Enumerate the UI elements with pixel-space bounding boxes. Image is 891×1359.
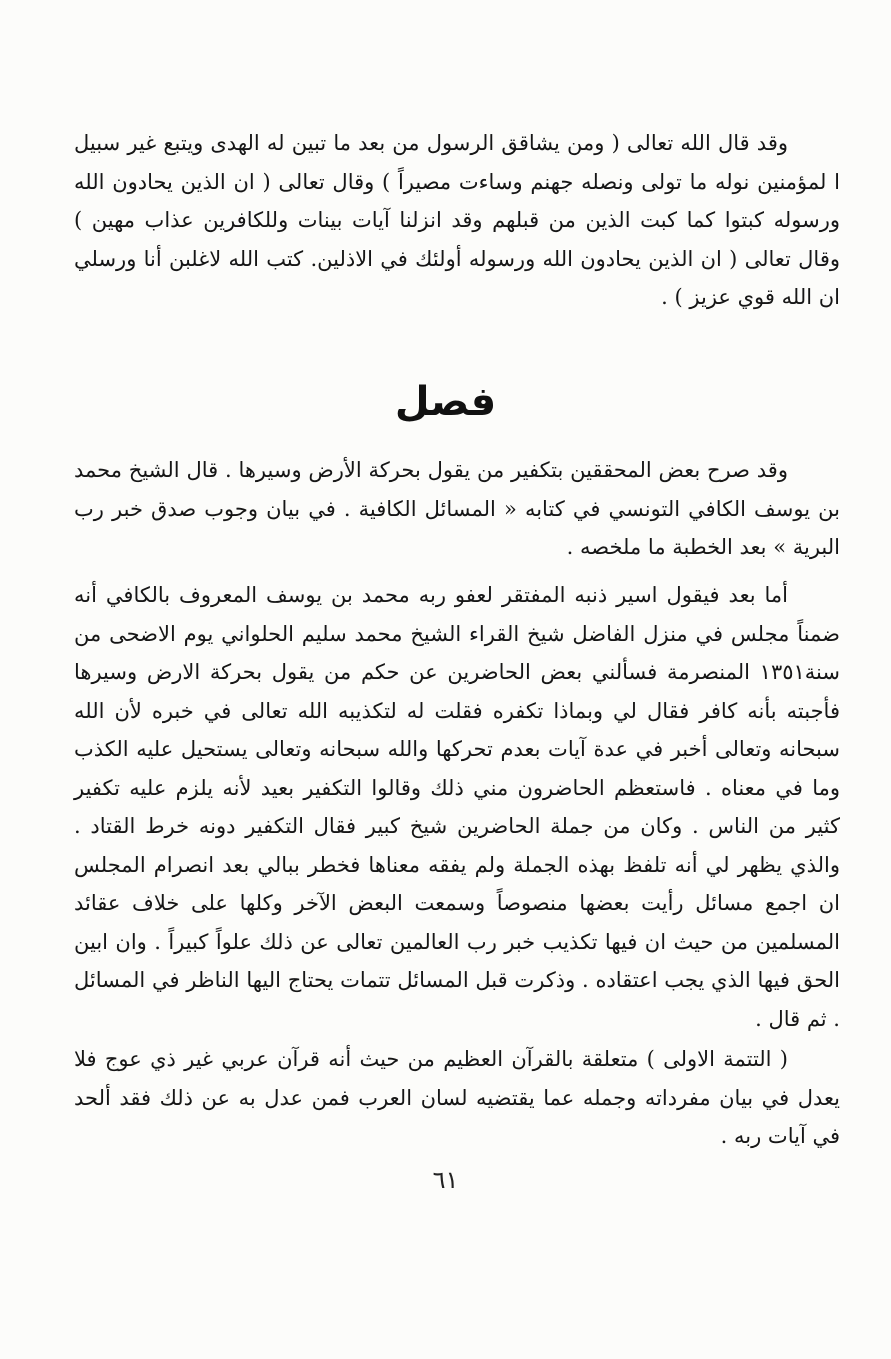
paragraph-text: وقد صرح بعض المحققين بتكفير من يقول بحركة الأرض وسيرها . قال الشيخ محمد بن يوسف الكافي التونسي في كتابه « المسائل الكافية . في بيان وجوب صدق خبر رب البرية » بعد الخطبة ما ملخصه . bbox=[74, 458, 840, 559]
page-number: ٦١ bbox=[432, 1166, 459, 1194]
main-paragraph bbox=[74, 576, 840, 1038]
paragraph-text: أما بعد فيقول اسير ذنبه المفتقر لعفو ربه محمد بن يوسف المعروف بالكافي أنه ضمناً مجلس في منزل الفاضل شيخ القراء الشيخ محمد سليم الحلواني يوم الاضحى من سنة١٣٥١ المنصرمة فسألني بعض الحاضرين عن حكم من يقول بحركة الارض وسيرها فأجبته بأنه كافر فقال لي وبماذا تكفره فقلت له لتكذيبه الله تعالى في خبره لأن الله سبحانه وتعالى أخبر في عدة آيات بعدم تحركها والله سبحانه وتعالى يستحيل عليه الكذب وما في معناه . فاستعظم الحاضرون مني ذلك وقالوا التكفير بعيد لأنه يلزم عليه تكفير كثير من الناس . وكان من جملة الحاضرين شيخ كبير فقال التكفير دونه خرط القتاد . والذي يظهر لي أنه تلفظ بهذه الجملة ولم يفقه معناها فخطر ببالي بعد انصرام المجلس ان اجمع مسائل رأيت بعضها منصوصاً وسمعت البعض الآخر وكلها على خلاف عقائد المسلمين من حيث ان فيها تكذيب خبر رب العالمين تعالى عن ذلك علواً كبيراً . وان ابين الحق فيها الذي يجب اعتقاده . وذكرت قبل المسائل تتمات يحتاج اليها الناظر في المسائل . ثم قال . bbox=[74, 583, 840, 1031]
section-heading: فصل bbox=[394, 379, 497, 425]
paragraph-text: ( التتمة الاولى ) متعلقة بالقرآن العظيم من حيث أنه قرآن عربي غير ذي عوج فلا يعدل في بيان مفرداته وجمله عما يقتضيه لسان العرب فمن عدل به عن ذلك فقد ألحد في آيات ربه . bbox=[74, 1047, 840, 1148]
quran-quotes-paragraph bbox=[74, 124, 840, 317]
first-supplement-paragraph bbox=[74, 1040, 840, 1156]
intro-paragraph bbox=[74, 451, 840, 567]
paragraph-text: وقد قال الله تعالى ( ومن يشاقق الرسول من بعد ما تبين له الهدى ويتبع غير سبيل ا لمؤمنين نوله ما تولى ونصله جهنم وساءت مصيراً ) وقال تعالى ( ان الذين يحادون الله ورسوله كبتوا كما كبت الذين من قبلهم وقد انزلنا آيات بينات وللكافرين عذاب مهين ) وقال تعالى ( ان الذين يحادون الله ورسوله أولئك في الاذلين. كتب الله لاغلبن أنا ورسلي ان الله قوي عزيز ) . bbox=[74, 131, 840, 309]
